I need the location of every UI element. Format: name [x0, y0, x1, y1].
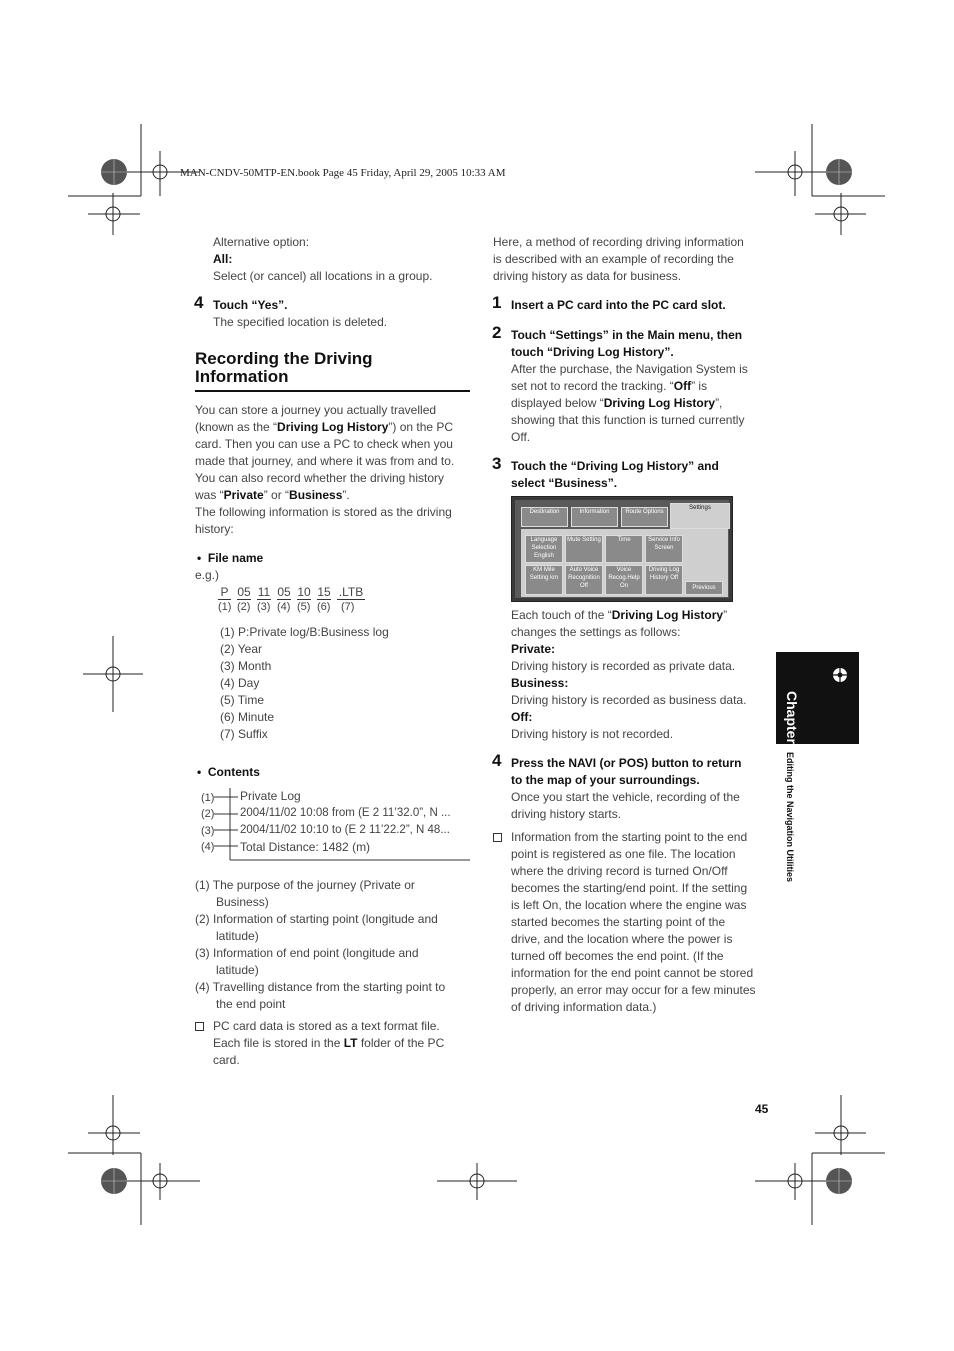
- file-num: (7): [341, 601, 355, 613]
- file-num: (4): [277, 601, 291, 613]
- step-desc: Once you start the vehicle, recording of the: [511, 790, 740, 804]
- step-desc: driving history starts.: [511, 807, 622, 821]
- note-line: is left On, the location where the engine was: [511, 898, 747, 912]
- note-line: [213, 1035, 473, 1052]
- tab-destination[interactable]: Destination: [521, 507, 568, 527]
- option-desc: Driving history is recorded as business data.: [511, 693, 747, 707]
- file-num: (3): [257, 601, 271, 613]
- contents-num: (2): [201, 808, 215, 821]
- explain-item: [195, 911, 475, 928]
- note-line: information for the end point cannot be stored: [511, 966, 754, 980]
- intro-line: Here, a method of recording driving information: [493, 235, 744, 249]
- text: Each touch of the “: [511, 608, 612, 622]
- intro-line: [195, 419, 475, 436]
- km-mile-setting-button[interactable]: KM Mile Setting km: [525, 565, 563, 595]
- section-side-label-box: [783, 752, 797, 922]
- option-label: Off:: [511, 710, 533, 724]
- note-checkbox-icon: [493, 833, 502, 842]
- contents-num: (1): [201, 792, 215, 804]
- text: folder of the PC: [357, 1036, 445, 1050]
- step-desc: After the purchase, the Navigation System is: [511, 362, 748, 376]
- file-name-example: [218, 585, 371, 600]
- step-title: touch “Driving Log History”.: [511, 345, 674, 359]
- step-2: [511, 327, 776, 446]
- explain-item: [195, 979, 475, 996]
- previous-button[interactable]: Previous: [685, 581, 723, 595]
- explain-text: The purpose of the journey (Private or: [212, 878, 415, 892]
- tab-information[interactable]: Information: [571, 507, 618, 527]
- legend-item: (2) Year: [220, 642, 263, 656]
- legend-item: (1) P:Private log/B:Business log: [220, 625, 389, 639]
- mute-setting-button[interactable]: Mute Setting: [565, 535, 603, 563]
- bullet: •: [197, 765, 208, 779]
- bold-term: Driving Log History: [611, 608, 724, 622]
- contents-bullet: [197, 764, 260, 781]
- bold-term: Private: [223, 488, 264, 502]
- file-part: 05: [277, 585, 291, 599]
- note-line: of driving information data.): [511, 1000, 657, 1014]
- text: set not to record the tracking. “: [511, 379, 674, 393]
- step-desc: The specified location is deleted.: [213, 315, 388, 329]
- intro-line: card. Then you can use a PC to check when you: [195, 437, 453, 451]
- bold-term: Business: [289, 488, 343, 502]
- note-line: where the driving record is turned On/Off: [511, 864, 728, 878]
- file-part: 05: [237, 585, 251, 599]
- step-4-left: [213, 297, 387, 331]
- section-title-line2: Information: [195, 367, 289, 386]
- step-title: Touch the “Driving Log History” and: [511, 459, 719, 473]
- intro-paragraph: [195, 402, 475, 538]
- note-line: PC card data is stored as a text format file.: [213, 1019, 440, 1033]
- option-desc: Driving history is recorded as private data.: [511, 659, 736, 673]
- driving-log-history-button[interactable]: Driving Log History Off: [645, 565, 683, 595]
- step-number: 4: [492, 751, 502, 770]
- alt-desc: Select (or cancel) all locations in a group.: [213, 269, 433, 283]
- file-part: 15: [317, 585, 331, 599]
- text: ”.: [342, 488, 350, 502]
- intro-line: is described with an example of recording the: [493, 252, 734, 266]
- step-title: select “Business”.: [511, 476, 618, 490]
- contents-line: Private Log: [240, 789, 301, 803]
- alternative-option: [213, 234, 473, 285]
- option-label: Private:: [511, 642, 556, 656]
- bold-term: Driving Log History: [603, 396, 716, 410]
- intro-line: made that journey, and where it was from and to.: [195, 454, 455, 468]
- legend-item: (6) Minute: [220, 710, 275, 724]
- file-legend: [220, 624, 389, 743]
- intro-line: You can also record whether the driving history: [195, 471, 445, 485]
- note-line: drive, and the location where the power is: [511, 932, 733, 946]
- text: ”,: [715, 396, 723, 410]
- text: Each file is stored in the: [213, 1036, 344, 1050]
- contents-numbers: [201, 790, 214, 855]
- page-number: 45: [755, 1102, 769, 1116]
- desc-line: [511, 607, 776, 624]
- step-desc: [511, 378, 776, 395]
- explain-num: (4): [195, 980, 210, 994]
- explain-text: Travelling distance from the starting point to: [212, 980, 446, 994]
- text: (known as the “: [195, 420, 278, 434]
- explain-text: Information of end point (longitude and: [213, 946, 419, 960]
- section-side-label: Editing the Navigation Utilities: [785, 752, 795, 883]
- text: ”: [723, 608, 728, 622]
- text: ” is: [691, 379, 708, 393]
- step-title: Press the NAVI (or POS) button to return: [511, 756, 742, 770]
- print-header: MAN-CNDV-50MTP-EN.book Page 45 Friday, April 29, 2005 10:33 AM: [180, 167, 506, 179]
- step-title: Touch “Settings” in the Main menu, then: [511, 328, 743, 342]
- contents-num: (3): [201, 824, 215, 837]
- note-line: card.: [213, 1053, 240, 1067]
- tab-settings[interactable]: Settings: [670, 503, 730, 529]
- text: ”) on the PC: [388, 420, 454, 434]
- auto-voice-recognition-button[interactable]: Auto Voice Recognition Off: [565, 565, 603, 595]
- language-selection-button[interactable]: Language Selection English: [525, 535, 563, 563]
- bold-term: Off: [673, 379, 692, 393]
- explain-text: the end point: [216, 997, 286, 1011]
- eg-label: e.g.): [195, 568, 220, 582]
- contents-line: 2004/11/02 10:08 from (E 2 11’32.0”, N ...: [240, 807, 451, 819]
- file-num: (2): [237, 601, 251, 613]
- contents-line: 2004/11/02 10:10 to (E 2 11’22.2”, N 48...: [240, 824, 450, 836]
- contents-lines: [240, 788, 451, 856]
- contents-num: (4): [201, 840, 215, 853]
- file-num: (5): [297, 601, 311, 613]
- contents-label: Contents: [207, 765, 260, 779]
- contents-explanations: [195, 877, 475, 1013]
- intro-line: history:: [195, 522, 234, 536]
- explain-text: Business): [216, 895, 269, 909]
- chapter-label-box: [782, 691, 802, 756]
- note-line: Information from the starting point to the end: [511, 830, 748, 844]
- option-desc: Driving history is not recorded.: [511, 727, 674, 741]
- service-info-screen-button[interactable]: Service Info Screen: [645, 535, 683, 563]
- file-part: 11: [257, 585, 271, 599]
- alt-label: All:: [213, 252, 233, 266]
- intro-line: driving history as data for business.: [493, 269, 682, 283]
- step-number: 3: [492, 454, 502, 473]
- bold-term: LT: [343, 1036, 358, 1050]
- explain-item: [195, 945, 475, 962]
- intro-line: [195, 487, 475, 504]
- section-title-line1: Recording the Driving: [195, 349, 373, 368]
- note-line: becomes the starting/end point. If the setting: [511, 881, 748, 895]
- legend-item: (4) Day: [220, 676, 260, 690]
- explain-text: Information of starting point (longitude and: [213, 912, 438, 926]
- voice-recog-help-button[interactable]: Voice Recog.Help On: [605, 565, 643, 595]
- bullet: •: [197, 551, 208, 565]
- explain-text: latitude): [216, 929, 259, 943]
- contents-line: Total Distance: 1482 (m): [240, 840, 371, 854]
- file-num: (1): [218, 601, 232, 613]
- time-button[interactable]: Time: [605, 535, 643, 563]
- recording-note: [511, 829, 776, 1016]
- file-number-row: [218, 601, 361, 613]
- explain-text: latitude): [216, 963, 259, 977]
- explain-num: (3): [195, 946, 210, 960]
- right-intro: [493, 234, 773, 285]
- file-num: (6): [317, 601, 331, 613]
- text: displayed below “: [511, 396, 604, 410]
- intro-line: The following information is stored as the driving: [195, 505, 452, 519]
- text: was “: [195, 488, 224, 502]
- section-heading: [195, 350, 470, 392]
- step-desc: Off.: [511, 430, 531, 444]
- alt-intro: Alternative option:: [213, 235, 310, 249]
- chapter-label: Chapter 3: [784, 691, 800, 756]
- legend-item: (5) Time: [220, 693, 265, 707]
- crosshair-icon: [830, 665, 850, 685]
- step-3-details: [511, 607, 776, 743]
- intro-line: You can store a journey you actually travelled: [195, 403, 437, 417]
- step-1-title: Insert a PC card into the PC card slot.: [511, 298, 726, 312]
- note-line: started becomes the starting point of the: [511, 915, 726, 929]
- file-name-bullet: [197, 550, 263, 567]
- settings-screen-screenshot: [511, 496, 733, 602]
- legend-item: (7) Suffix: [220, 727, 268, 741]
- step-number: 1: [492, 293, 502, 312]
- note-line: properly, an error may occur for a few minutes: [511, 983, 756, 997]
- tab-route-options[interactable]: Route Options: [621, 507, 668, 527]
- file-name-label: File name: [207, 551, 264, 565]
- step-title: to the map of your surroundings.: [511, 773, 700, 787]
- text: ” or “: [263, 488, 290, 502]
- step-desc: showing that this function is turned currently: [511, 413, 745, 427]
- explain-item: [195, 877, 475, 894]
- step-desc: [511, 395, 776, 412]
- note-checkbox-icon: [195, 1022, 204, 1031]
- file-part: .LTB: [338, 585, 364, 599]
- step-number: 2: [492, 323, 502, 342]
- step-title: Touch “Yes”.: [213, 298, 288, 312]
- note-line: point is registered as one file. The location: [511, 847, 736, 861]
- step-4-right: [511, 755, 776, 823]
- step-3: [511, 458, 719, 492]
- bold-term: Driving Log History: [277, 420, 389, 434]
- file-part: 10: [297, 585, 311, 599]
- legend-item: (3) Month: [220, 659, 272, 673]
- option-label: Business:: [511, 676, 569, 690]
- explain-num: (1): [195, 878, 210, 892]
- pc-card-note: [213, 1018, 473, 1069]
- file-part: P: [218, 585, 231, 600]
- step-number: 4: [194, 293, 204, 312]
- explain-num: (2): [195, 912, 210, 926]
- desc-line: changes the settings as follows:: [511, 625, 681, 639]
- note-line: turned off becomes the end point. (If the: [511, 949, 724, 963]
